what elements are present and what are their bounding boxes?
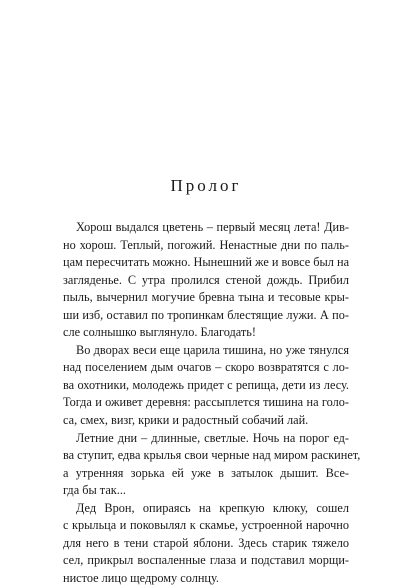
text-line: ши изб, оставил по тропинкам блестящие лужи. А по- bbox=[63, 307, 349, 322]
chapter-title: Пролог bbox=[170, 176, 242, 195]
text-line: сел, прикрыл воспаленные глаза и подставил морщи- bbox=[63, 553, 349, 568]
text-line: цам пересчитать можно. Нынешний же и вовсе был на bbox=[63, 255, 350, 270]
text-line: са, смех, визг, крики и радостный собачий лай. bbox=[63, 413, 309, 428]
text-line: а утренняя зорька ей уже в затылок дышит. Все- bbox=[63, 465, 349, 480]
prologue-text bbox=[63, 219, 361, 587]
text-line: загляденье. С утра пролился стеной дождь. Прибил bbox=[63, 272, 349, 287]
text-line: ва ступит, едва крылья свои черные над миром раскинет, bbox=[63, 448, 361, 463]
text-line: Во дворах веси еще царила тишина, но уже тянулся bbox=[76, 342, 349, 357]
text-line: Тогда и оживет деревня: рассыплется тишина на голо- bbox=[63, 395, 349, 410]
text-line: ва охотники, молодежь придет с репища, дети из лесу. bbox=[63, 377, 349, 392]
text-line: для него в тени старой яблони. Здесь старик тяжело bbox=[63, 535, 349, 550]
text-line: гда бы так... bbox=[63, 483, 126, 498]
text-line: над поселением дым очагов – скоро возвратятся с ло- bbox=[63, 360, 349, 375]
text-line: Дед Врон, опираясь на крепкую клюку, сошел bbox=[76, 500, 349, 515]
text-line: но хорош. Теплый, погожий. Ненастные дни по паль- bbox=[63, 237, 349, 252]
text-line: нистое лицо щедрому солнцу. bbox=[63, 570, 220, 585]
text-line: с крыльца и поковылял к скамье, устроенной нарочно bbox=[63, 518, 349, 533]
text-line: Летние дни – длинные, светлые. Ночь на порог ед- bbox=[76, 430, 349, 445]
text-line: Хорош выдался цветень – первый месяц лета! Див- bbox=[76, 220, 349, 234]
text-line: сле солнышко выглянуло. Благодать! bbox=[63, 325, 256, 340]
text-line: пыль, вычернил могучие бревна тына и тесовые кры- bbox=[63, 290, 349, 305]
